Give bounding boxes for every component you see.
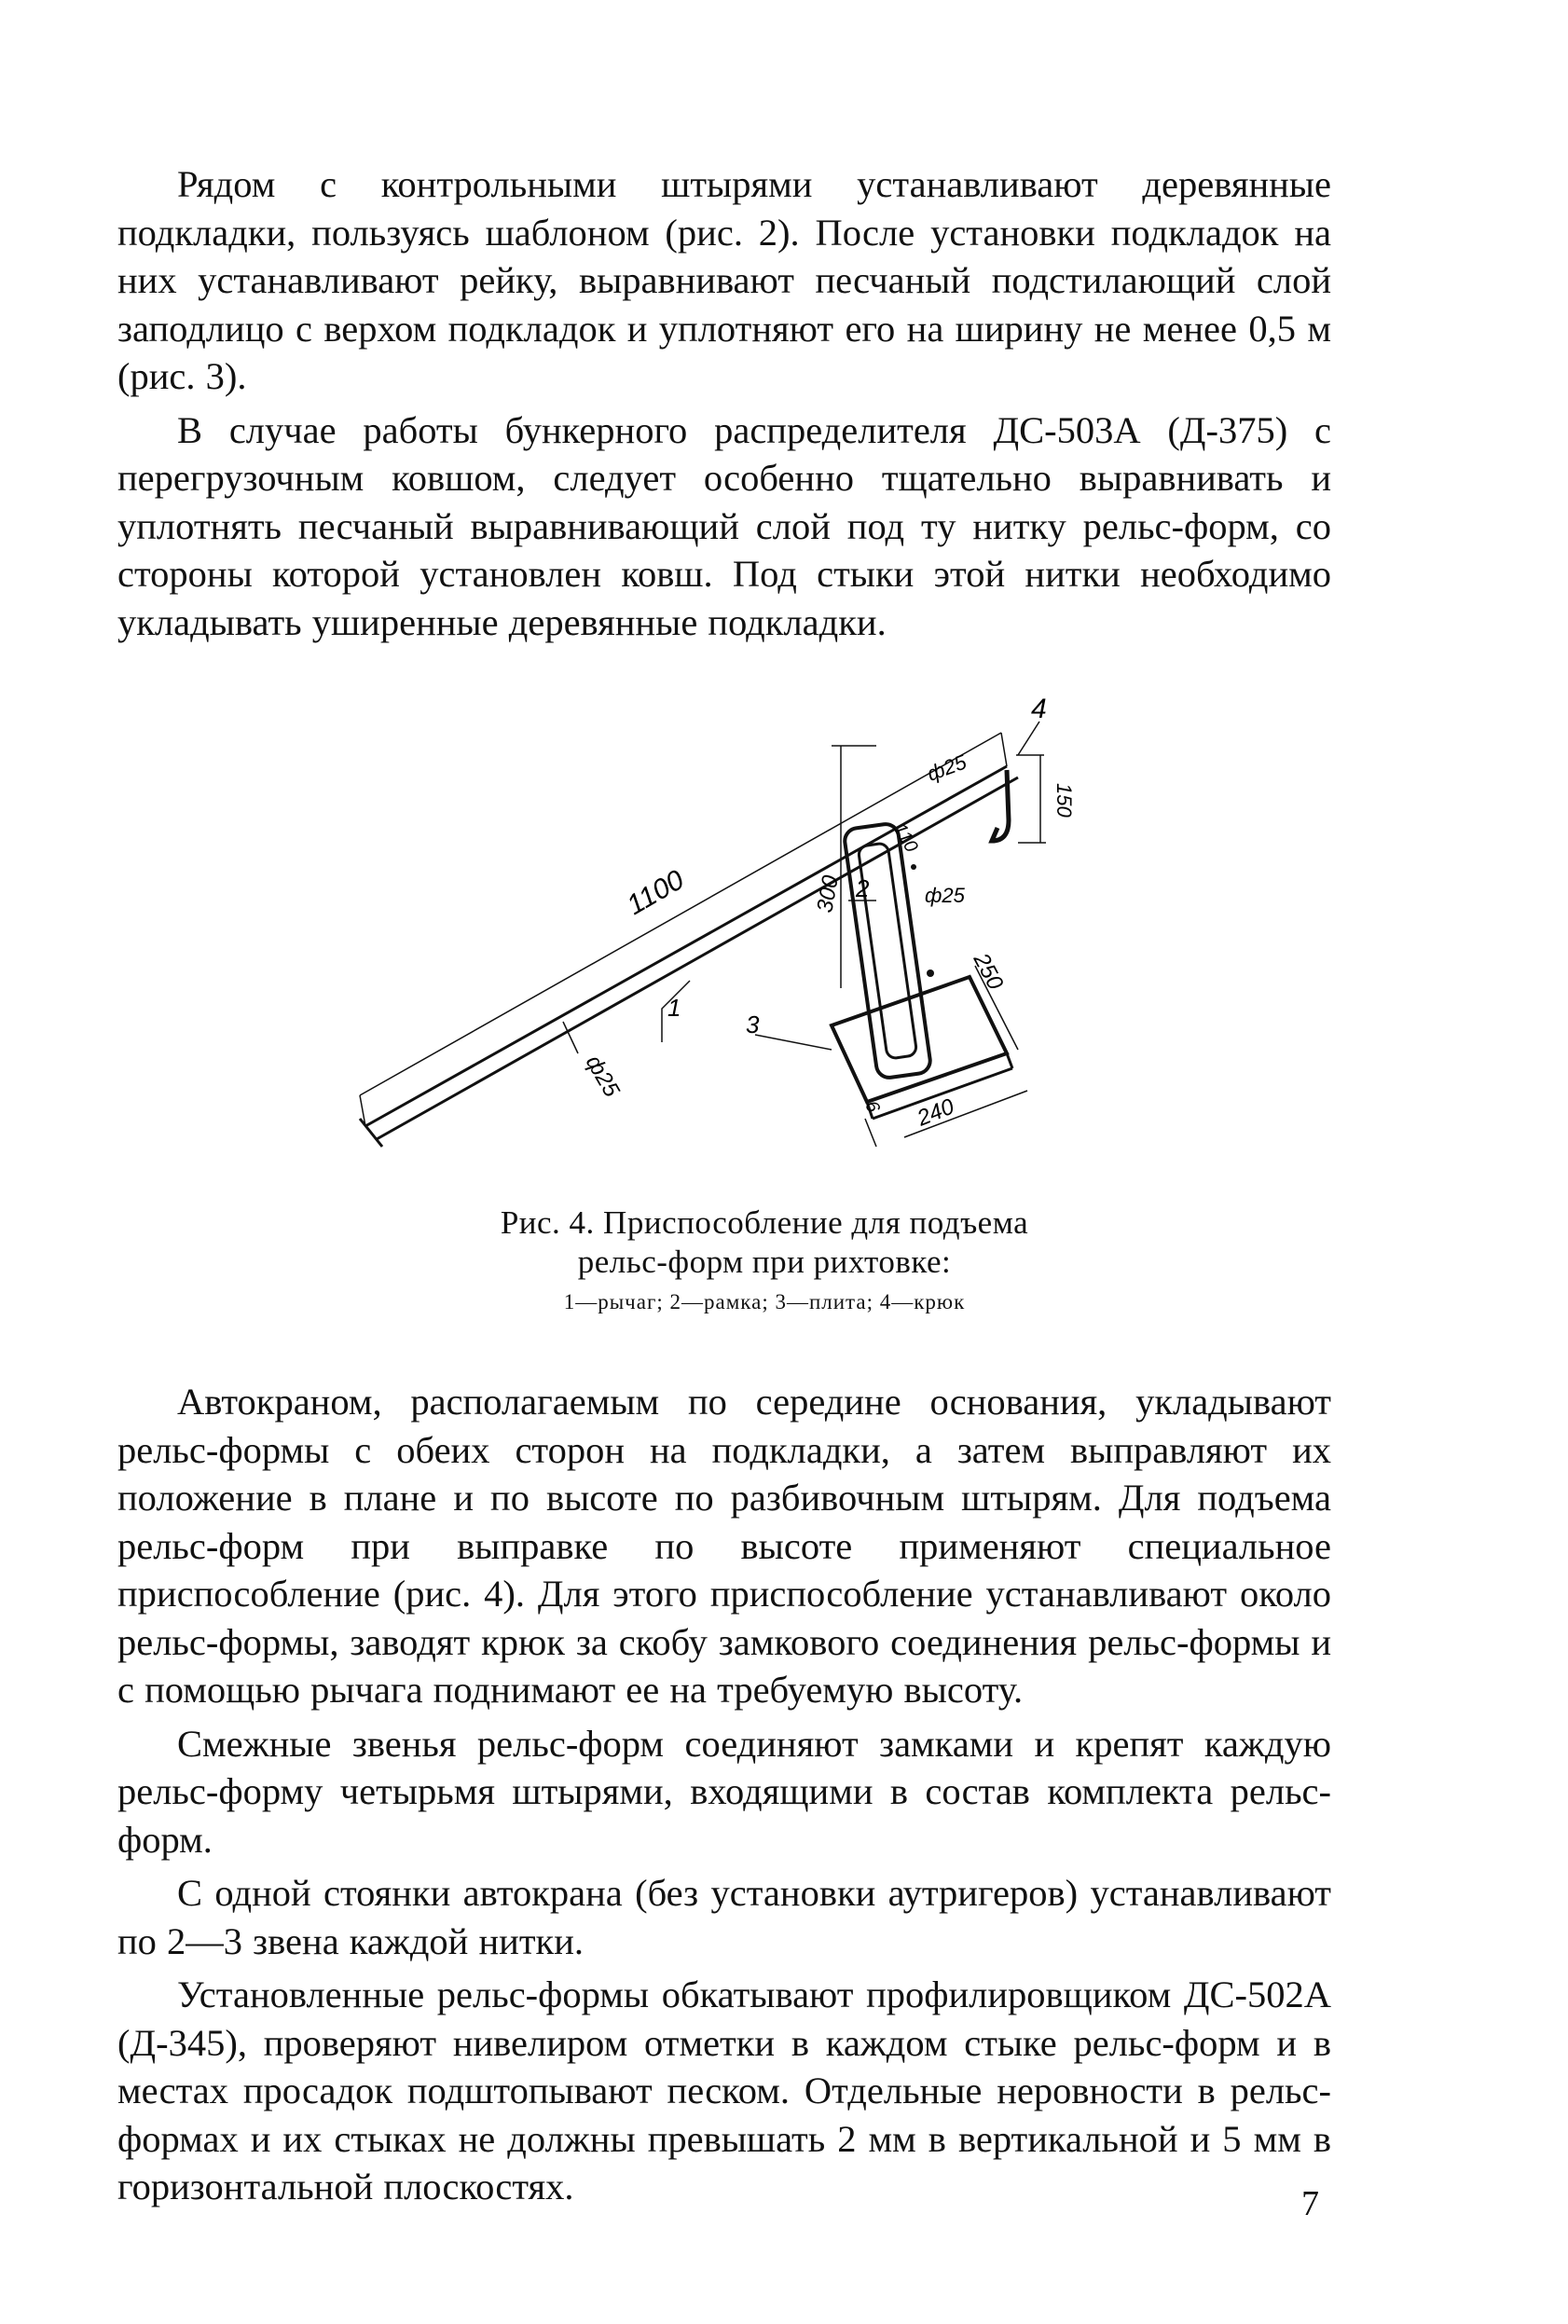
dim-hook-diameter: ф25 bbox=[924, 749, 970, 786]
dim-frame-rod: ф25 bbox=[925, 884, 965, 907]
paragraph: В случае работы бункерного распределителя ДС-503А (Д-375) с перегрузочным ковшом, следует особенно тщательно выравнивать и уплотнять песчаный выравнивающий слой под ту нитку рельс-форм, со стороны которой установлен ковш. Под стыки этой нитки необходимо укладывать уширенные деревянные подкладки. bbox=[117, 408, 1331, 643]
dim-frame-height: 300 bbox=[812, 873, 844, 915]
bottom-text-block bbox=[117, 1378, 1331, 2217]
paragraph: Смежные звенья рельс-форм соединяют замками и крепят каждую рельс-форму четырьмя штырями, входящими в состав комплекта рельс-форм. bbox=[117, 1722, 1331, 1861]
part-label-3: 3 bbox=[746, 1011, 760, 1038]
leader-4 bbox=[1018, 722, 1039, 755]
lever-dimension-line bbox=[360, 733, 1001, 1095]
lever-line-upper bbox=[365, 766, 1007, 1126]
paragraph: С одной стоянки автокрана (без установки аутригеров) устанавливают по 2—3 звена каждой нитки. bbox=[117, 1872, 1331, 1962]
hook-shape bbox=[992, 770, 1009, 841]
lever-line-lower bbox=[377, 777, 1018, 1139]
figure-caption-title: Рис. 4. Приспособление для подъема bbox=[500, 1204, 1029, 1241]
dim-1100: 1100 bbox=[622, 864, 690, 922]
paragraph: Установленные рельс-формы обкатывают профилировщиком ДС-502А (Д-345), проверяют нивелиром отметки в каждом стыке рельс-форм и в местах просадок подштопывают песком. Отдельные неровности в рельс-формах и их стыках не должны превышать 2 мм в вертикальной и 5 мм в горизонтальной плоскостях. bbox=[117, 1973, 1331, 2207]
figure-lifting-device bbox=[354, 681, 1076, 1147]
leader-3 bbox=[755, 1035, 832, 1050]
plate bbox=[832, 977, 1007, 1102]
dim-plate-length: 250 bbox=[968, 949, 1009, 995]
dim-frame-width: 110 bbox=[888, 819, 922, 857]
part-label-4: 4 bbox=[1031, 694, 1047, 724]
paragraph: Автокраном, располагаемым по середине основания, укладывают рельс-формы с обеих сторон на подкладки, а затем выправляют их положение в плане и по высоте по разбивочным штырям. Для подъема рельс-форм при выправке по высоте применяют специальное приспособление (рис. 4). Для этого приспособление устанавливают около рельс-формы, заводят крюк за скобу замкового соединения рельс-формы и с помощью рычага поднимают ее на требуемую высоту. bbox=[117, 1381, 1331, 1711]
dim-plate-width: 240 bbox=[914, 1093, 958, 1132]
frame-outer bbox=[843, 819, 931, 1079]
figure-caption-subtitle: рельс-форм при рихтовке: bbox=[577, 1244, 952, 1280]
device-drawing bbox=[354, 681, 1076, 1147]
page-number: 7 bbox=[1301, 2184, 1319, 2223]
dim-plate-thickness: 6 bbox=[860, 1098, 884, 1116]
plate-thickness-dimension bbox=[865, 1119, 876, 1147]
part-label-2: 2 bbox=[856, 874, 870, 902]
figure-caption-legend: 1—рычаг; 2—рамка; 3—плита; 4—крюк bbox=[563, 1290, 966, 1313]
dim-lever-diameter: ф25 bbox=[580, 1051, 625, 1102]
part-label-1: 1 bbox=[667, 994, 681, 1022]
top-text-block bbox=[117, 160, 1331, 652]
dim-hook-height: 150 bbox=[1052, 783, 1076, 818]
paragraph: Рядом с контрольными штырями устанавливают деревянные подкладки, пользуясь шаблоном (рис. 2). После установки подкладок на них устанавливают рейку, выравнивают песчаный подстилающий слой заподлицо с верхом подкладок и уплотняют его на ширину не менее 0,5 м (рис. 3). bbox=[117, 163, 1331, 397]
